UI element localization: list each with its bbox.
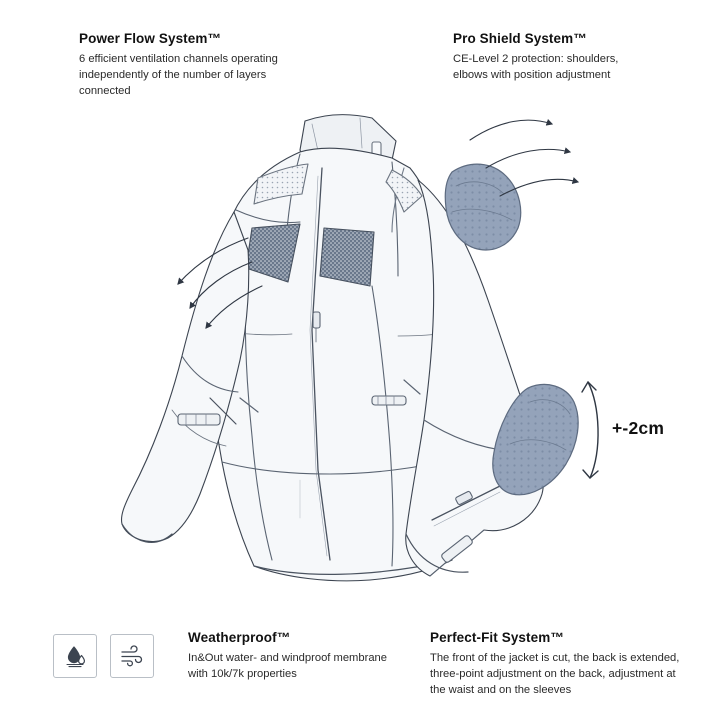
callout-power-flow-system: [79, 31, 279, 100]
callout-title: Pro Shield System™: [453, 31, 587, 46]
water-drop-icon: [53, 634, 97, 678]
wind-icon: [110, 634, 154, 678]
adjustment-range-label: +-2cm: [612, 418, 665, 438]
callout-perfect-fit-system: [430, 630, 690, 699]
callout-title: Weatherproof™: [188, 630, 291, 645]
callout-title: Perfect-Fit System™: [430, 630, 564, 645]
callout-body: The front of the jacket is cut, the back is extended, three-point adjustment on the back, adjustment at the waist and on the sleeves: [430, 652, 680, 696]
callout-body: In&Out water- and windproof membrane with 10k/7k properties: [188, 652, 387, 681]
callout-title: Power Flow System™: [79, 31, 222, 46]
callout-body: CE-Level 2 protection: shoulders, elbows with position adjustment: [453, 53, 619, 82]
callout-pro-shield-system: [453, 31, 653, 84]
callout-body: 6 efficient ventilation channels operating independently of the number of layers connected: [79, 53, 278, 97]
callout-weatherproof: [188, 630, 403, 683]
adjustment-arrow: [582, 382, 598, 478]
